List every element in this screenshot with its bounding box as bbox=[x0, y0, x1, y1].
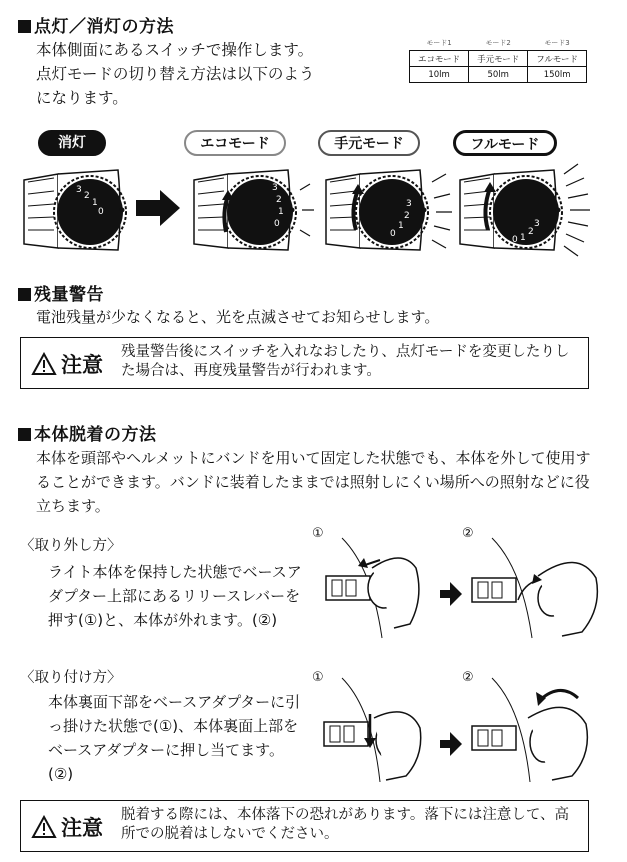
dial-label: 1 bbox=[398, 221, 404, 231]
heading-square-icon bbox=[18, 428, 31, 441]
section-heading-warning bbox=[18, 280, 104, 305]
table-cell: 10lm bbox=[410, 67, 469, 83]
dial-label: 3 bbox=[406, 199, 412, 209]
hand-icon bbox=[472, 678, 587, 782]
hand-icon bbox=[472, 538, 597, 638]
hand-icon bbox=[324, 678, 421, 782]
dial-label: 0 bbox=[274, 219, 280, 229]
caution-word: 注意 bbox=[61, 353, 103, 377]
heading-square-icon bbox=[18, 20, 31, 33]
dial-label: 2 bbox=[404, 211, 410, 221]
dial-off bbox=[24, 170, 126, 250]
table-cell: フルモード bbox=[528, 51, 587, 67]
caution-word: 注意 bbox=[61, 816, 103, 840]
caution-box-attach bbox=[20, 800, 589, 852]
dial-label: 1 bbox=[92, 198, 98, 208]
warning-triangle-icon bbox=[31, 352, 57, 376]
warning-description: 電池残量が少なくなると、光を点滅させてお知らせします。 bbox=[36, 308, 440, 326]
remove-title: 〈取り外し方〉 bbox=[20, 538, 122, 554]
right-arrow-icon bbox=[136, 190, 180, 226]
dial-label: 3 bbox=[272, 183, 278, 193]
dial-label: 2 bbox=[276, 195, 282, 205]
mode-pill-eco: エコモード bbox=[184, 130, 286, 156]
heading-square-icon bbox=[18, 288, 31, 301]
removal-illustration bbox=[312, 528, 612, 648]
dial-hand bbox=[326, 170, 452, 250]
switch-dial-illustrations bbox=[18, 160, 618, 260]
warning-triangle-icon bbox=[31, 815, 57, 839]
table-cell: 手元モード bbox=[469, 51, 528, 67]
step-number: ② bbox=[462, 670, 474, 685]
heading-text: 点灯／消灯の方法 bbox=[34, 17, 174, 37]
dial-label: 1 bbox=[520, 233, 526, 243]
attach-text: 本体裏面下部をベースアダプターに引っ掛けた状態で(①)、本体裏面上部をベースアダプターに押し当てます。(②) bbox=[48, 693, 301, 783]
remove-text: ライト本体を保持した状態でベースアダプター上部にあるリリースレバーを押す(①)と、本体が外れます。(②) bbox=[48, 563, 302, 629]
attach-description: 本体を頭部やヘルメットにバンドを用いて固定した状態でも、本体を外して使用することができます。バンドに装着したままでは照射しにくい場所への照射などに役立ちます。 bbox=[36, 449, 591, 515]
heading-text: 残量警告 bbox=[34, 285, 104, 305]
dial-label: 0 bbox=[512, 235, 518, 245]
light-description: 本体側面にあるスイッチで操作します。点灯モードの切り替え方法は以下のようになります。 bbox=[36, 41, 315, 107]
mode-pill-off: 消灯 bbox=[38, 130, 106, 156]
mode-table bbox=[409, 38, 587, 83]
heading-text: 本体脱着の方法 bbox=[34, 425, 157, 445]
caution-box-warning bbox=[20, 337, 589, 389]
dial-label: 2 bbox=[528, 227, 534, 237]
table-cell: エコモード bbox=[410, 51, 469, 67]
step-number: ② bbox=[462, 526, 474, 541]
mode-pill-hand: 手元モード bbox=[318, 130, 420, 156]
dial-full bbox=[460, 164, 590, 256]
section-heading-attach bbox=[18, 420, 157, 445]
caution-text: 残量警告後にスイッチを入れなおしたり、点灯モードを変更したりした場合は、再度残量警告が行われます。 bbox=[121, 344, 570, 379]
dial-eco bbox=[194, 170, 314, 250]
right-arrow-icon bbox=[440, 582, 462, 606]
table-cell: 50lm bbox=[469, 67, 528, 83]
dial-label: 2 bbox=[84, 191, 90, 201]
table-cell: 150lm bbox=[528, 67, 587, 83]
dial-label: 0 bbox=[390, 229, 396, 239]
table-header: モード2 bbox=[485, 39, 511, 47]
hand-icon bbox=[326, 538, 419, 638]
dial-label: 0 bbox=[98, 207, 104, 217]
attach-title: 〈取り付け方〉 bbox=[20, 670, 122, 686]
right-arrow-icon bbox=[440, 732, 462, 756]
attach-illustration bbox=[312, 672, 612, 790]
table-header: モード3 bbox=[544, 39, 570, 47]
step-number: ① bbox=[312, 526, 324, 541]
dial-label: 3 bbox=[76, 185, 82, 195]
dial-label: 3 bbox=[534, 219, 540, 229]
section-heading-light bbox=[18, 12, 174, 37]
caution-text: 脱着する際には、本体落下の恐れがあります。落下には注意して、高所での脱着はしないでください。 bbox=[121, 807, 570, 842]
table-header: モード1 bbox=[426, 39, 452, 47]
step-number: ① bbox=[312, 670, 324, 685]
dial-label: 1 bbox=[278, 207, 284, 217]
mode-pill-full: フルモード bbox=[453, 130, 557, 156]
